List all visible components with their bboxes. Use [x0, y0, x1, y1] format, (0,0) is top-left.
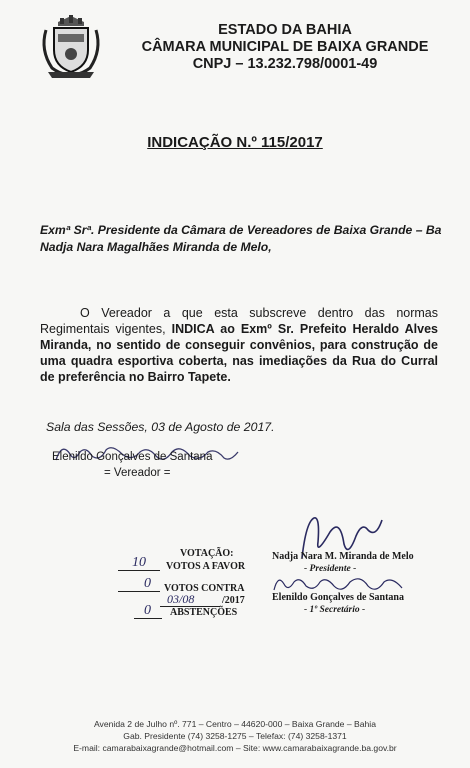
indication-body: O Vereador a que esta subscreve dentro das normas Regimentais vigentes, INDICA ao Exmº Sr. Prefeito Heraldo Alves Miranda, no sentido de conseguir convênios, para construção de uma quadra esportiva coberta, nas imediações da Rua do Curral de preferência no Bairro Tapete.	[40, 306, 438, 384]
header-cnpj: CNPJ – 13.232.798/0001-49	[192, 56, 378, 72]
header-state: ESTADO DA BAHIA	[218, 22, 352, 38]
header-chamber: CÂMARA MUNICIPAL DE BAIXA GRANDE	[141, 39, 429, 55]
president-role: - Presidente -	[304, 564, 357, 574]
votes-abstention-value: 0	[144, 603, 151, 618]
footer-address: Avenida 2 de Julho nº. 771 – Centro – 44620-000 – Baixa Grande – Bahia	[93, 719, 376, 729]
footer-phones: Gab. Presidente (74) 3258-1275 – Telefax: (74) 3258-1371	[123, 731, 347, 741]
vereador-name: Elenildo Gonçalves de Santana	[52, 451, 213, 463]
president-name: Nadja Nara M. Miranda de Melo	[272, 551, 414, 562]
place-date: Sala das Sessões, 03 de Agosto de 2017.	[46, 420, 275, 434]
footer-contacts: E-mail: camarabaixagrande@hotmail.com – Site: www.camarabaixagrande.ba.gov.br	[73, 743, 397, 753]
indica-keyword: INDICA	[171, 322, 215, 336]
votes-contra-label: VOTOS CONTRA	[164, 583, 245, 594]
secretary-role: - 1º Secretário -	[304, 605, 366, 615]
votes-favor-label: VOTOS A FAVOR	[166, 561, 246, 572]
votes-contra-value: 0	[144, 576, 151, 591]
secretary-name: Elenildo Gonçalves de Santana	[272, 592, 404, 603]
vereador-role: = Vereador =	[104, 467, 171, 479]
voting-title: VOTAÇÃO:	[180, 548, 234, 559]
vote-date-value: 03/08	[167, 592, 195, 606]
votes-abstention-label: ABSTENÇÕES	[170, 607, 238, 618]
coat-of-arms-seal	[36, 12, 106, 80]
addressee-line-2: Nadja Nara Magalhães Miranda de Melo,	[40, 240, 272, 254]
addressee-line-1: Exmª Srª. Presidente da Câmara de Vereadores de Baixa Grande – Ba	[40, 223, 442, 237]
document-title: INDICAÇÃO N.º 115/2017	[147, 134, 323, 151]
votes-favor-value: 10	[132, 555, 146, 570]
vote-year: /2017	[222, 595, 245, 606]
